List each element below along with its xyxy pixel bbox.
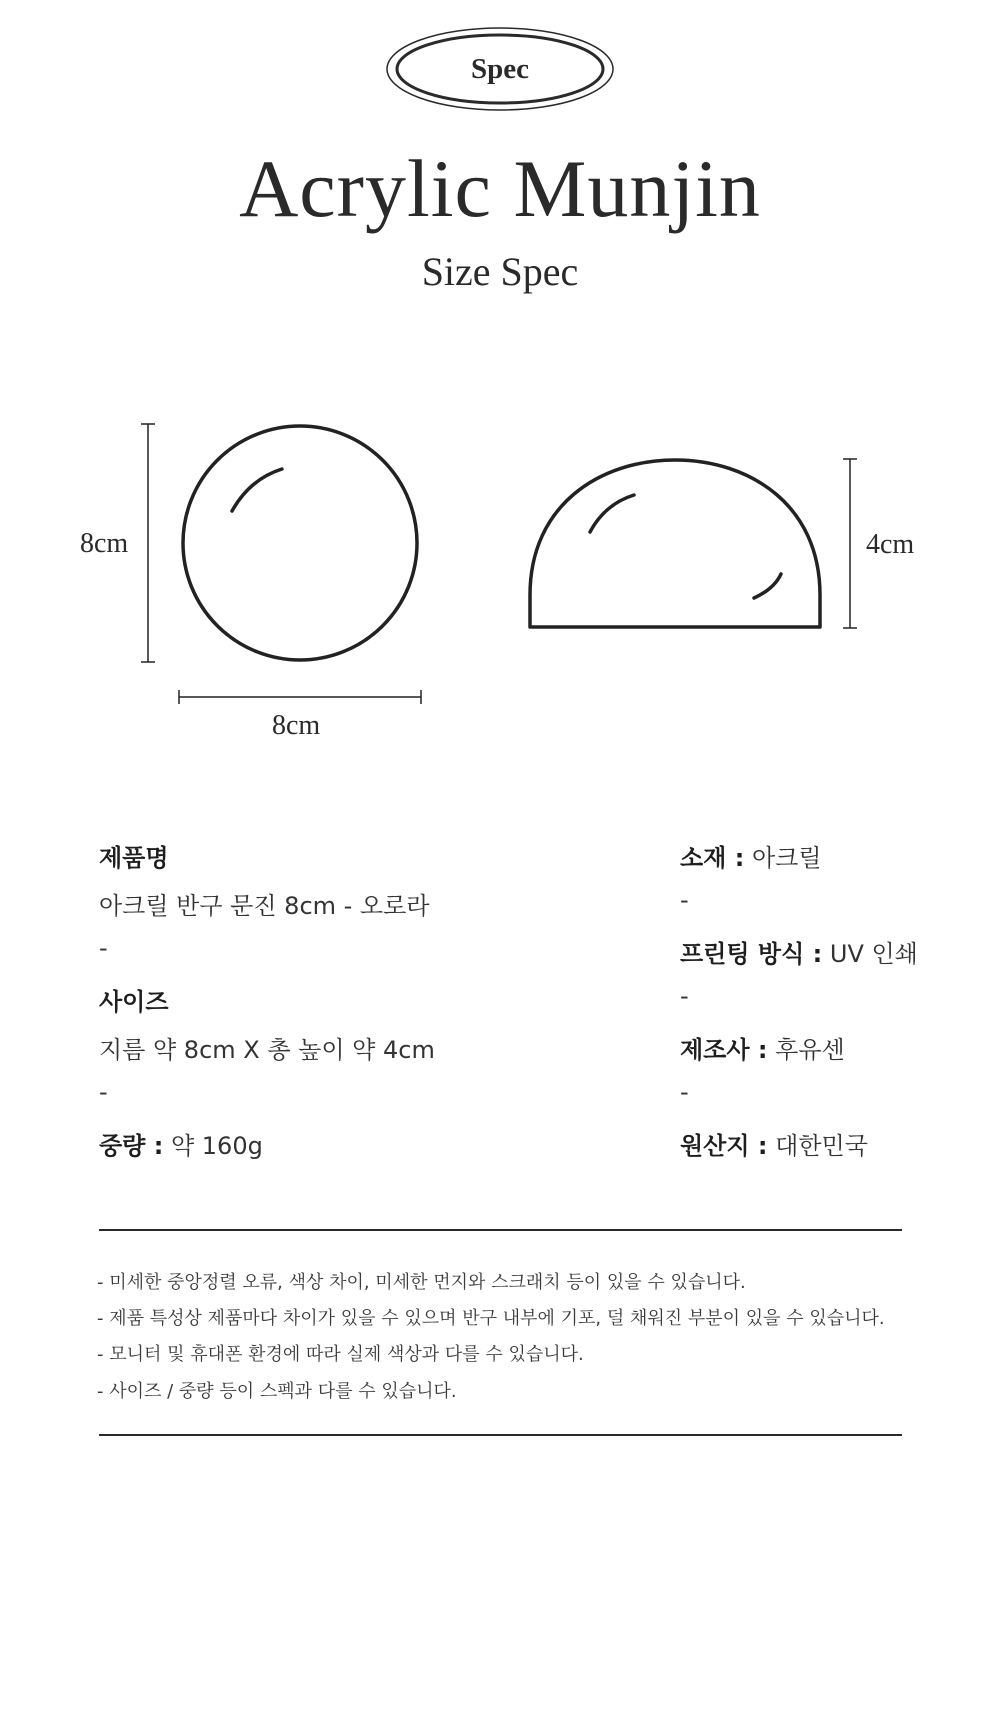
spec-badge	[385, 26, 615, 112]
printing-value: UV 인쇄	[829, 940, 918, 968]
page-subtitle: Size Spec	[421, 249, 579, 294]
origin-row	[680, 1126, 868, 1161]
circle-height-label: 8cm	[80, 528, 129, 559]
side-view-dome	[530, 460, 820, 627]
printing-row	[680, 934, 918, 969]
separator: -	[680, 1078, 689, 1106]
size-label: 사이즈	[99, 988, 169, 1016]
size-value: 지름 약 8cm X 총 높이 약 4cm	[99, 1036, 435, 1064]
notes-bottom-divider	[99, 1434, 902, 1436]
top-view-highlight	[232, 469, 282, 511]
product-name-value: 아크릴 반구 문진 8cm - 오로라	[99, 892, 430, 920]
side-view-highlight-top	[590, 495, 634, 532]
note-item: - 제품 특성상 제품마다 차이가 있을 수 있으며 반구 내부에 기포, 덜 채워진 부분이 있을 수 있습니다.	[97, 1308, 885, 1329]
separator: -	[680, 886, 689, 914]
separator: -	[680, 982, 689, 1010]
note-item: - 모니터 및 휴대폰 환경에 따라 실제 색상과 다를 수 있습니다.	[97, 1344, 584, 1365]
maker-value: 후유센	[775, 1036, 845, 1064]
origin-value: 대한민국	[775, 1132, 868, 1160]
top-view-circle	[183, 426, 417, 660]
material-value: 아크릴	[751, 844, 822, 872]
badge-label: Spec	[471, 52, 529, 85]
product-name-label: 제품명	[99, 844, 169, 872]
note-item: - 사이즈 / 중량 등이 스펙과 다를 수 있습니다.	[97, 1381, 457, 1402]
weight-row	[99, 1126, 263, 1161]
separator: -	[99, 1078, 108, 1106]
maker-label: 제조사 :	[680, 1036, 768, 1064]
separator: -	[99, 934, 108, 962]
circle-width-label: 8cm	[272, 710, 321, 741]
weight-label: 중량 :	[99, 1132, 164, 1160]
note-item: - 미세한 중앙정렬 오류, 색상 차이, 미세한 먼지와 스크래치 등이 있을 수 있습니다.	[97, 1272, 746, 1293]
notes-top-divider	[99, 1229, 902, 1231]
size-diagram	[0, 400, 1000, 760]
printing-label: 프린팅 방식 :	[680, 940, 823, 968]
page-title: Acrylic Munjin	[239, 143, 761, 234]
material-label: 소재 :	[680, 844, 745, 872]
material-row	[680, 838, 822, 873]
dome-height-label: 4cm	[866, 529, 915, 560]
weight-value: 약 160g	[170, 1132, 263, 1160]
maker-row	[680, 1030, 845, 1065]
side-view-highlight-bottom	[754, 574, 781, 598]
origin-label: 원산지 :	[680, 1132, 768, 1160]
